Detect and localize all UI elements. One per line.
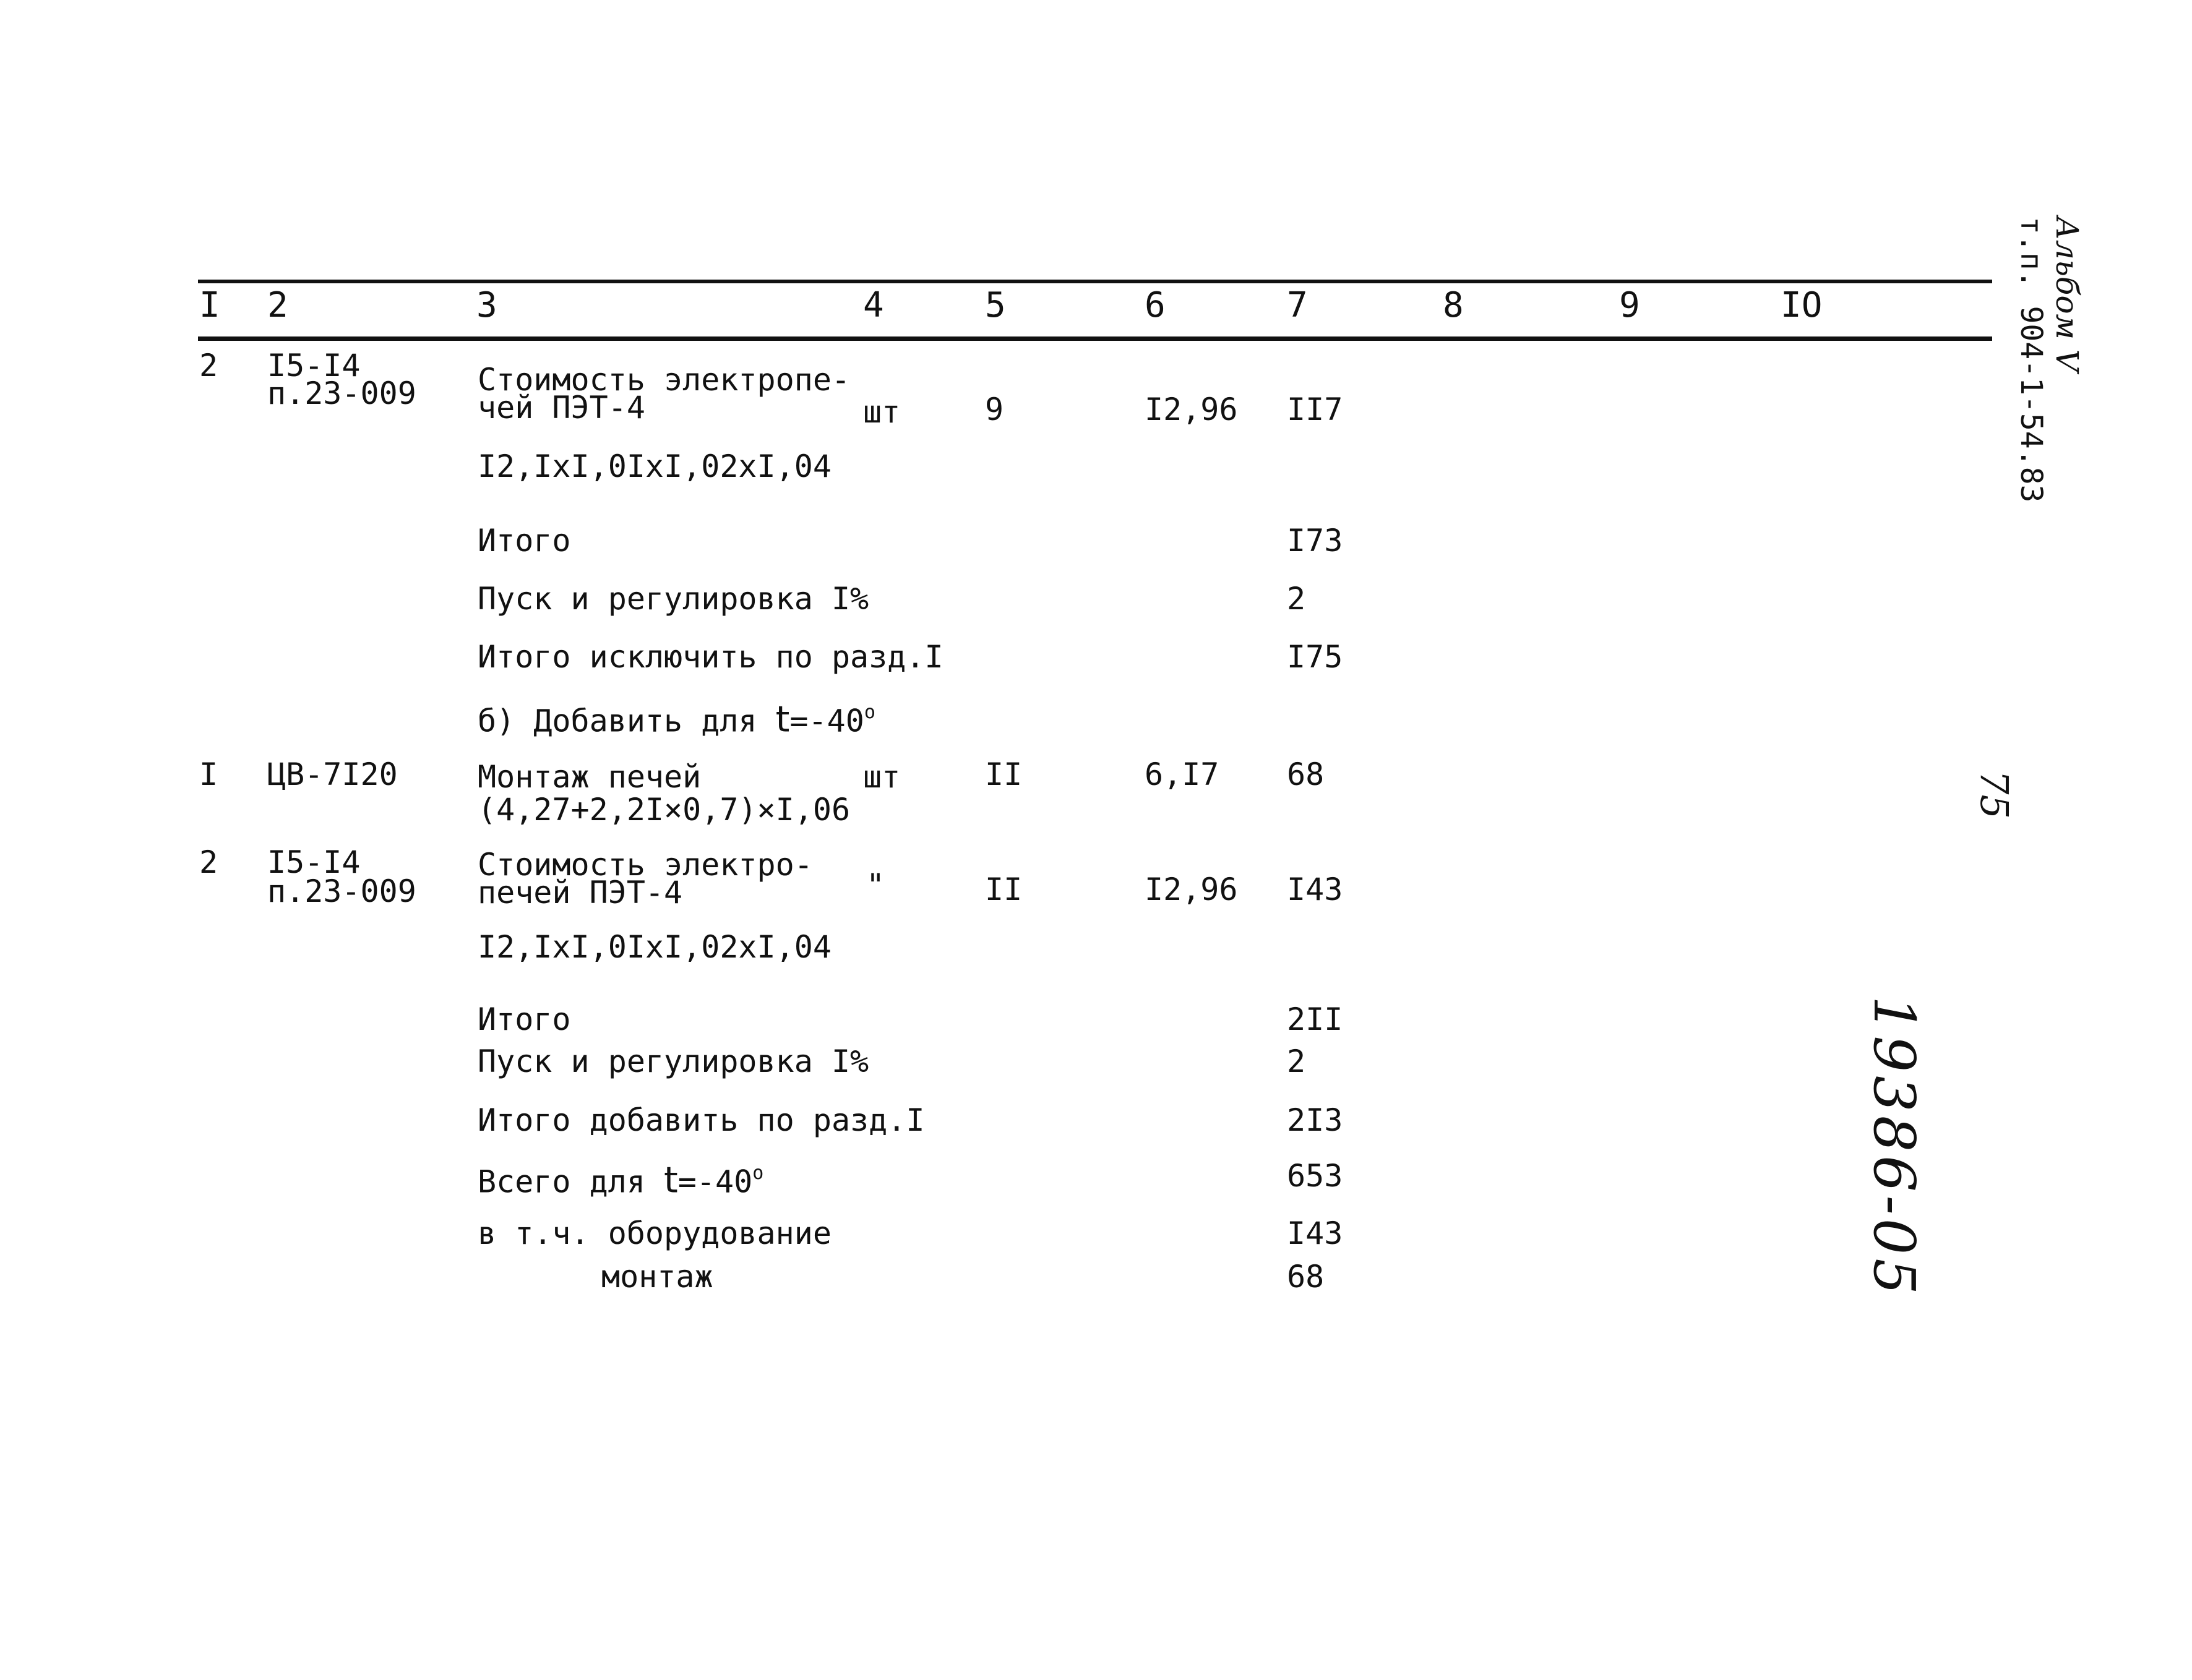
- row-6-col1: I: [199, 756, 218, 792]
- row-7-col2-line2: п.23-009: [267, 873, 416, 909]
- row-9-col7: 2II: [1287, 1001, 1343, 1037]
- column-header-8: 8: [1443, 285, 1464, 325]
- row-14-col3: монтаж: [601, 1259, 713, 1295]
- row-5-col3: б) Добавить для $t=-40^o$: [478, 698, 875, 740]
- row-0-col2-line1: I5-I4: [267, 348, 361, 384]
- row-8-col3: I2,IxI,0IxI,02xI,04: [478, 929, 832, 965]
- column-header-9: 9: [1619, 285, 1640, 325]
- row-6-col6: 6,I7: [1145, 756, 1219, 792]
- row-3-col7: 2: [1287, 581, 1306, 617]
- row-9-col3: Итого: [478, 1001, 571, 1037]
- row-0-col5: 9: [985, 392, 1004, 427]
- column-header-7: 7: [1287, 285, 1308, 325]
- row-0-col7: II7: [1287, 392, 1343, 427]
- row-4-col7: I75: [1287, 639, 1343, 675]
- row-13-col3: в т.ч. оборудование: [478, 1215, 832, 1251]
- album-title: Альбом V: [2049, 216, 2085, 372]
- row-10-col7: 2: [1287, 1044, 1306, 1079]
- row-12-col7: 653: [1287, 1158, 1343, 1194]
- row-7-col6: I2,96: [1145, 872, 1238, 907]
- row-6-col4: шт: [863, 759, 901, 795]
- column-header-5: 5: [985, 285, 1006, 325]
- row-7-col5: II: [985, 872, 1023, 907]
- column-header-10: IO: [1781, 285, 1823, 325]
- row-7-col7: I43: [1287, 872, 1343, 907]
- row-12-col3: Всего для $t=-40^o$: [478, 1159, 764, 1201]
- column-header-3: 3: [476, 285, 497, 325]
- row-0-col1: 2: [199, 348, 218, 384]
- row-2-col7: I73: [1287, 523, 1343, 559]
- row-7-col2-line1: I5-I4: [267, 844, 361, 880]
- handwritten-stamp-number: 19386-05: [1861, 996, 1927, 1298]
- row-7-col1: 2: [199, 844, 218, 880]
- row-7-col4-ditto: ": [866, 867, 885, 903]
- row-6-col7: 68: [1287, 756, 1325, 792]
- row-11-col3: Итого добавить по разд.I: [478, 1102, 925, 1138]
- row-0-col6: I2,96: [1145, 392, 1238, 427]
- row-10-col3: Пуск и регулировка I%: [478, 1044, 869, 1079]
- column-header-1: I: [199, 285, 220, 325]
- table-header-bottom-rule: [198, 336, 1992, 341]
- row-6-col2: ЦВ-7I20: [267, 756, 398, 792]
- row-14-col7: 68: [1287, 1259, 1325, 1295]
- row-6-col5: II: [985, 756, 1023, 792]
- row-0-col3-line1: Стоимость электропе-: [478, 362, 851, 398]
- row-2-col3: Итого: [478, 523, 571, 559]
- album-reference: [2013, 216, 2085, 502]
- row-0-col2-line2: п.23-009: [267, 375, 416, 411]
- row-6-col3-line2: (4,27+2,2I×0,7)×I,06: [478, 792, 851, 828]
- album-project-code: т.п. 904-1-54.83: [2014, 216, 2048, 503]
- row-3-col3: Пуск и регулировка I%: [478, 581, 869, 617]
- row-6-col3-line1: Монтаж печей: [478, 759, 702, 795]
- row-7-col3-line1: Стоимость электро-: [478, 847, 813, 883]
- row-0-col3-line2: чей ПЭТ-4: [478, 390, 645, 426]
- row-13-col7: I43: [1287, 1215, 1343, 1251]
- row-4-col3: Итого исключить по разд.I: [478, 639, 943, 675]
- page-number: 75: [1972, 770, 2017, 819]
- column-header-6: 6: [1145, 285, 1166, 325]
- column-header-2: 2: [267, 285, 288, 325]
- table-top-rule: [198, 280, 1992, 283]
- row-7-col3-line2: печей ПЭТ-4: [478, 875, 683, 911]
- row-11-col7: 2I3: [1287, 1102, 1343, 1138]
- column-header-4: 4: [863, 285, 884, 325]
- row-1-col3: I2,IxI,0IxI,02xI,04: [478, 448, 832, 484]
- row-0-col4: шт: [863, 394, 901, 430]
